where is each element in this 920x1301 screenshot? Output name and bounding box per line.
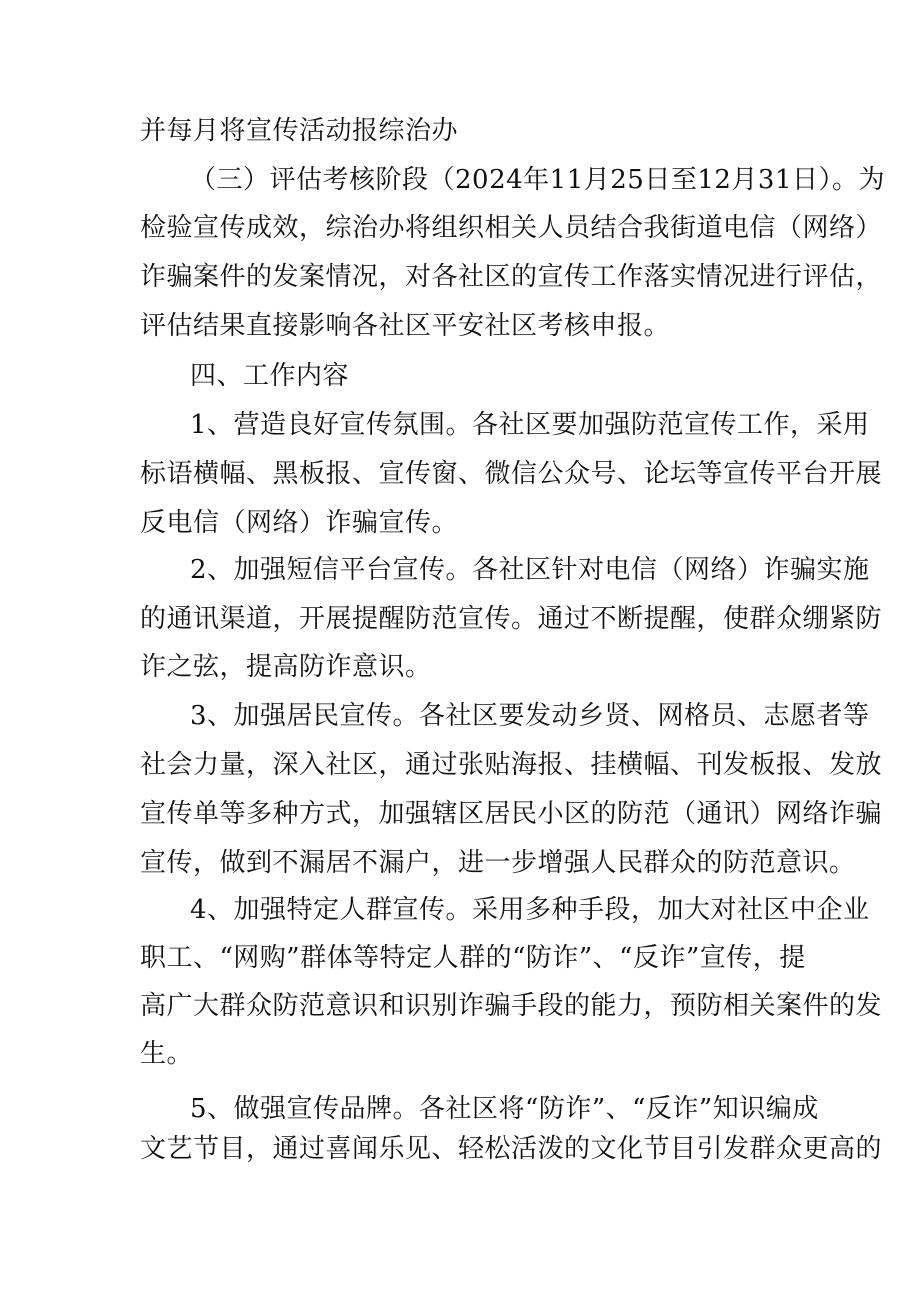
- text-line: （三）评估考核阶段（2024年11月25日至12月31日）。为: [190, 165, 886, 195]
- text-line: 并每月将宣传活动报综治办: [140, 116, 459, 146]
- text-line: 1、营造良好宣传氛围。各社区要加强防范宣传工作，采用: [190, 410, 870, 440]
- text-line: 宣传单等多种方式，加强辖区居民小区的防范（通讯）网络诈骗: [140, 799, 883, 829]
- text-line: 文艺节目，通过喜闻乐见、轻松活泼的文化节目引发群众更高的: [140, 1134, 883, 1164]
- text-line: 4、加强特定人群宣传。采用多种手段，加大对社区中企业: [190, 895, 870, 925]
- text-line: 检验宣传成效，综治办将组织相关人员结合我街道电信（网络）: [140, 213, 883, 243]
- section-heading: 四、工作内容: [190, 361, 350, 391]
- text-line: 职工、“网购”群体等特定人群的“防诈”、“反诈”宣传，提: [140, 943, 806, 973]
- text-line: 反电信（网络）诈骗宣传。: [140, 508, 459, 538]
- text-line: 的通讯渠道，开展提醒防范宣传。通过不断提醒，使群众绷紧防: [140, 604, 883, 634]
- text-line: 生。: [140, 1039, 194, 1069]
- text-line: 诈骗案件的发案情况，对各社区的宣传工作落实情况进行评估，: [140, 262, 883, 292]
- text-line: 高广大群众防范意识和识别诈骗手段的能力，预防相关案件的发: [140, 991, 883, 1021]
- text-line: 3、加强居民宣传。各社区要发动乡贤、网格员、志愿者等: [190, 701, 870, 731]
- text-line: 标语横幅、黑板报、宣传窗、微信公众号、论坛等宣传平台开展: [140, 459, 883, 489]
- text-line: 宣传，做到不漏居不漏户，进一步增强人民群众的防范意识。: [140, 848, 856, 878]
- text-line: 5、做强宣传品牌。各社区将“防诈”、“反诈”知识编成: [190, 1094, 819, 1124]
- text-line: 评估结果直接影响各社区平安社区考核申报。: [140, 311, 671, 341]
- text-line: 诈之弦，提高防诈意识。: [140, 652, 432, 682]
- text-line: 2、加强短信平台宣传。各社区针对电信（网络）诈骗实施: [190, 555, 870, 585]
- text-line: 社会力量，深入社区，通过张贴海报、挂横幅、刊发板报、发放: [140, 750, 883, 780]
